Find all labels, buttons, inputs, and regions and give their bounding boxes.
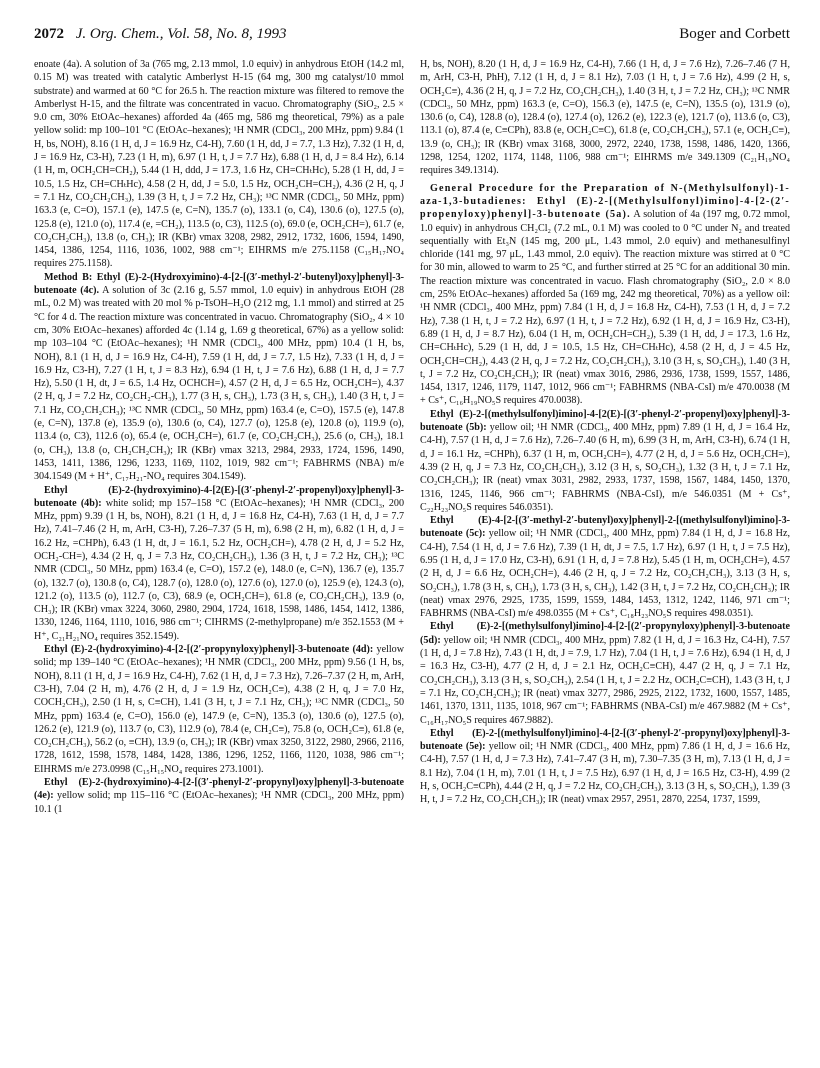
compound-title: Ethyl (E)-2-[(methylsulfonyl)imino]-4-[2-[(3′-phenyl-2′-propynyl)oxy]phenyl]-3-butenoate (5e): [420, 727, 790, 753]
paragraph [420, 620, 790, 726]
compound-title: Method B: Ethyl (E)-2-(Hydroxyimino)-4-[2-[(3′-methyl-2′-butenyl)oxy]phenyl]-3-butenoate (4c). [34, 271, 404, 297]
right-column [420, 58, 790, 816]
paragraph [34, 58, 404, 271]
running-head-left [34, 26, 286, 43]
paragraph [420, 58, 790, 178]
running-head [34, 26, 790, 46]
compound-title: Ethyl (E)-2-(hydroxyimino)-4-[2-[(2′-propynyloxy)phenyl]-3-butenoate (4d): [44, 644, 374, 656]
paragraph [420, 408, 790, 514]
paragraph-text: yellow oil; ¹H NMR (CDCl₃, 400 MHz, ppm) 7.84 (1 H, d, J = 16.8 Hz, C4-H), 7.54 (1 H, d, J = 7.6 Hz), 7.39 (1 H, dt, J = 7.5, 1.7 Hz), 6.97 (1 H, t, J = 7.5 Hz), 6.95 (1 H, d, J = 17.0 Hz, C3-H), 6.91 (1 H, d, J = 7.8 Hz), 5.45 (1 H, m, OCH₂CH=), 4.57 (2 H, d, J = 6.6 Hz, OCH₂CH=), 4.46 (2 H, q, J = 7.2 Hz, CO₂CH₂CH₃), 3.13 (3 H, s, SO₂CH₃), 1.78 (3 H, s, CH₃), 1.73 (3 H, s, CH₃), 1.42 (3 H, t, J = 7.2 Hz, CO₂CH₂CH₃); IR (neat) νmax 2976, 2925, 1735, 1599, 1559, 1484, 1453, 1312, 1242, 1146, 971 cm⁻¹; FABHRMS (NBA-CsI) m/e 498.0355 (M + Cs⁺, C₁₈H₂₃NO₅S requires 498.0351). [420, 528, 790, 620]
paragraph-text: enoate (4a). A solution of 3a (765 mg, 2.13 mmol, 1.0 equiv) in anhydrous EtOH (14.2 ml, 0.15 M) was treated with catalytic Amberlyst H-15 (64 mg, 300 mg catalyst/10 mmol substrate) and warmed at 60 °C for 26.5 h. The reaction mixture was filtered to remove the Amberlyst H-15, and the filtrate was concentrated in vacuo. Chromatography (SiO₂, 2.5 × 9.0 cm, 30% EtOAc–hexanes) afforded 4a (465 mg, 586 mg theoretical, 79%) as a pale yellow solid: mp 100–101 °C (EtOAc–hexanes); ¹H NMR (CDCl₃, 200 MHz, ppm) 9.84 (1 H, bs, NOH), 8.16 (1 H, d, J = 16.9 Hz, C4-H), 7.60 (1 H, dd, J = 7.7, 1.3 Hz), 7.32 (1 H, d, J = 16.9 Hz, C3-H), 7.23 (1 H, m), 6.97 (1 H, t, J = 7.7 Hz), 6.88 (1 H, d, J = 8.4 Hz), 6.14 (1 H, m, OCH₂CH=CH₂), 5.44 (1 H, ddd, J = 17.3, 1.6 Hz, CH=CHₜHc), 5.28 (1 H, dd, J = 10.5, 1.5 Hz, CH=CHₜHc), 4.58 (2 H, dd, J = 5.0, 1.5 Hz, OCH₂CH=CH₂), 4.36 (2 H, q, J = 7.1 Hz, CO₂CH₂CH₃), 1.39 (3 H, t, J = 7.2 Hz, CH₃); ¹³C NMR (CDCl₃, 50 MHz, ppm) 163.3 (e, C=O), 157.1 (e), 147.5 (e, C=N), 135.7 (o), 133.1 (o, C4), 130.6 (o), 127.5 (o), 125.8 (e), 121.0 (o), 117.4 (e, =CH₂), 113.5 (o, C3), 112.5 (o), 69.0 (e, OCH₂CH=), 61.7 (e, CO₂CH₂CH₃), 13.8 (o, CH₃); IR (KBr) νmax 3208, 2982, 2912, 1732, 1606, 1594, 1490, 1454, 1386, 1254, 1116, 1036, 1002, 988 cm⁻¹; EIHRMS m/e 275.1158 (C₁₅H₁₇NO₄ requires 275.1158). [34, 59, 404, 270]
paragraph [34, 776, 404, 816]
compound-title: Ethyl (E)-2-[(methylsulfonyl)imino]-4-[2(E)-[(3′-phenyl-2′-propenyl)oxy]phenyl]-3-butenoate (5b): [420, 408, 790, 434]
paragraph-text: yellow oil; ¹H NMR (CDCl₃, 400 MHz, ppm) 7.82 (1 H, d, J = 16.3 Hz, C4-H), 7.57 (1 H, d, J = 7.8 Hz), 7.43 (1 H, dt, J = 7.9, 1.7 Hz), 7.04 (1 H, t, J = 7.6 Hz), 6.94 (1 H, d, J = 16.3 Hz, C3-H), 4.77 (2 H, d, J = 2.1 Hz, OCH₂C≡CH), 4.47 (2 H, q, J = 7.1 Hz, CO₂CH₂CH₃), 3.13 (3 H, s, SO₂CH₃), 2.54 (1 H, t, J = 2.2 Hz, OCH₂C≡CH), 1.43 (3 H, t, J = 7.1 Hz, CO₂CH₂CH₃); IR (neat) νmax 3277, 2986, 2925, 2122, 1732, 1600, 1557, 1485, 1461, 1370, 1311, 1135, 1018, 967 cm⁻¹; FABHRMS (NBA-CsI) m/e 467.9882 (M + Cs⁺, C₁₆H₁₇NO₅S requires 467.9882). [420, 634, 790, 726]
page-number: 2072 [34, 26, 64, 42]
paragraph-text: yellow oil; ¹H NMR (CDCl₃, 400 MHz, ppm) 7.86 (1 H, d, J = 16.6 Hz, C4-H), 7.57 (1 H, d, J = 7.3 Hz), 7.41–7.47 (3 H, m), 7.30–7.35 (3 H, m), 7.13 (1 H, d, J = 8.1 Hz), 7.04 (1 H, m), 7.01 (1 H, t, J = 7.5 Hz), 6.97 (1 H, d, J = 16.5 Hz, C3-H), 4.99 (2 H, s, OCH₂C≡CPh), 4.44 (2 H, q, J = 7.2 Hz, CO₂CH₂CH₃), 3.13 (3 H, s, SO₂CH₃), 1.39 (3 H, t, J = 7.2 Hz, CO₂CH₂CH₃); IR (neat) νmax 2957, 2951, 2870, 2254, 1737, 1599, [420, 741, 790, 806]
compound-title: Ethyl (E)-4-[2-[(3′-methyl-2′-butenyl)oxy]phenyl]-2-[(methylsulfonyl)imino]-3-butenoate (5c): [420, 515, 790, 540]
compound-title: Ethyl (E)-2-(hydroxyimino)-4-[2(E)-[(3′-phenyl-2′-propenyl)oxy]phenyl]-3-butenoate (4b): [34, 484, 404, 509]
paragraph-text: yellow solid; mp 139–140 °C (EtOAc–hexanes); ¹H NMR (CDCl₃, 200 MHz, ppm) 9.56 (1 H, bs, NOH), 8.11 (1 H, d, J = 16.9 Hz, C4-H), 7.62 (1 H, d, J = 7.3 Hz), 7.26–7.37 (2 H, m, ArH, C3-H), 7.04 (2 H, m), 4.76 (2 H, d, J = 1.9 Hz, OCH₂C≡), 4.38 (2 H, q, J = 7.0 Hz, COCH₂CH₃), 2.50 (1 H, s, C≡CH), 1.41 (3 H, t, J = 7.1 Hz, CH₃); ¹³C NMR (CDCl₃, 50 MHz, ppm) 163.4 (e, C=O), 156.0 (e), 147.9 (e, C=N), 135.3 (o), 130.6 (o), 127.5 (o), 126.2 (e), 121.9 (o), 113.7 (o, C3), 112.9 (o), 78.4 (e, CH₂C≡), 75.8 (o, OCH₂C≡), 61.8 (e, CO₂CH₂CH₃), 56.2 (o, ≡CH), 13.9 (o, CH₃); IR (KBr) νmax 3250, 3122, 2980, 2966, 2116, 1728, 1612, 1598, 1578, 1484, 1428, 1386, 1296, 1252, 1166, 1120, 1038, 986 cm⁻¹; EIHRMS m/e 273.0998 (C₁₅H₁₅NO₄ requires 273.1001). [34, 644, 404, 775]
paragraph [420, 727, 790, 807]
journal-citation: J. Org. Chem., Vol. 58, No. 8, 1993 [75, 26, 287, 42]
paragraph [34, 271, 404, 484]
author-names: Boger and Corbett [679, 26, 790, 42]
paragraph [420, 514, 790, 620]
section-heading [420, 182, 790, 408]
compound-title: Ethyl (E)-2-[(methylsulfonyl)imino]-4-[2-[(2′-propynyloxy)phenyl]-3-butenoate (5d): [420, 621, 790, 646]
paragraph [34, 484, 404, 644]
paragraph-text: yellow oil; ¹H NMR (CDCl₃, 400 MHz, ppm) 7.89 (1 H, d, J = 16.4 Hz, C4-H), 7.57 (1 H, d, J = 7.6 Hz), 7.26–7.40 (6 H, m), 6.99 (3 H, m, ArH, C3-H), 6.74 (1 H, d, J = 16.1 Hz, =CHPh), 6.37 (1 H, m, OCH₂CH=), 4.77 (2 H, d, J = 5.6 Hz, OCH₂CH=), 4.39 (2 H, q, J = 7.3 Hz, CO₂CH₂CH₃), 3.12 (3 H, s, SO₂CH₃), 1.32 (3 H, t, J = 7.1 Hz, CO₂CH₂CH₃); IR (neat) νmax 3031, 2982, 2933, 1737, 1598, 1567, 1484, 1450, 1370, 1316, 1245, 1146, 966 cm⁻¹; FABHRMS (NBA-CsI), m/e 546.0351 (M + Cs⁺, C₂₂H₂₃NO₅S requires 546.0351). [420, 422, 790, 513]
paragraph-text: A solution of 3c (2.16 g, 5.57 mmol, 1.0 equiv) in anhydrous EtOH (28 mL, 0.2 M) was treated with 20 mol % p-TsOH–H₂O (212 mg, 1.1 mmol) and stirred at 25 °C for 4 d. The reaction mixture was concentrated in vacuo. Chromatography (SiO₂, 4 × 10 cm, 30% EtOAc–hexanes) afforded 4c (1.14 g, 1.69 g theoretical, 67%) as a yellow solid: mp 103–104 °C (EtOAc–hexanes); ¹H NMR (CDCl₃, 400 MHz, ppm) 10.4 (1 H, bs, NOH), 8.1 (1 H, d, J = 16.9 Hz, C4-H), 7.59 (1 H, dd, J = 7.7, 1.5 Hz), 7.33 (1 H, d, J = 16.9 Hz, C3-H), 7.27 (1 H, t, J = 8.3 Hz), 6.94 (1 H, t, J = 7.6 Hz), 6.88 (1 H, d, J = 7.7 Hz), 5.50 (1 H, dt, J = 6.5, 1.4 Hz, OCHCH=), 4.57 (2 H, d, J = 6.5 Hz, OCH₂CH=), 4.37 (2 H, q, J = 7.2 Hz, CO₂CH₂-CH₃), 1.77 (3 H, s, CH₃), 1.73 (3 H, s, CH₃), 1.40 (3 H, t, J = 7.1 Hz, CO₂CH₂CH₃); ¹³C NMR (CDCl₃, 50 MHz, ppm) 163.4 (e, C=O), 157.5 (e), 147.8 (e, C=N), 137.8 (e), 135.9 (o), 130.6 (o, C4), 127.7 (o), 125.8 (e), 120.8 (o), 119.9 (o), 113.4 (o, C3), 112.6 (o), 65.4 (e, OCH₂CH=), 61.7 (e, CO₂CH₂CH₃), 25.6 (o, CH₃), 18.1 (o, CH₃), 13.8 (o, CH₂CH₂CH₃); IR (KBr) νmax 3213, 2984, 2933, 1724, 1596, 1490, 1453, 1411, 1386, 1296, 1233, 1169, 1102, 1019, 982 cm⁻¹; FABHRMS (NBA) m/e 304.1549 (M + H⁺, C₁₇H₂₁-NO₄ requires 304.1549). [34, 285, 404, 483]
left-column [34, 58, 404, 816]
paragraph [34, 643, 404, 776]
section-heading-title: General Procedure for the Preparation of N-(Methylsulfonyl)-1-aza-1,3-butadienes: Ethyl (E)-2-[(Methylsulfonyl)imino]-4-[2-(2′-propenyloxy)phenyl]-3-butenoate (5a). [420, 182, 790, 221]
compound-title: Ethyl (E)-2-(hydroxyimino)-4-[2-[(3′-phenyl-2′-propynyl)oxy]phenyl]-3-butenoate (4e): [34, 777, 404, 802]
paragraph-text: H, bs, NOH), 8.20 (1 H, d, J = 16.9 Hz, C4-H), 7.66 (1 H, d, J = 7.6 Hz), 7.26–7.46 (7 H, m, ArH, C3-H, PhH), 7.12 (1 H, d, J = 8.1 Hz), 7.03 (1 H, t, J = 7.6 Hz), 4.99 (2 H, s, OCH₂C≡), 4.36 (2 H, q, J = 7.2 Hz, CO₂CH₂CH₃), 1.40 (3 H, t, J = 7.2 Hz, CH₃); ¹³C NMR (CDCl₃, 50 MHz, ppm) 163.3 (e, C=O), 156.3 (e), 147.5 (e, C=N), 135.5 (o), 131.9 (o), 130.6 (o, C4), 128.8 (o), 128.4 (o), 127.4 (o), 126.2 (e), 122.3 (e), 121.7 (o), 113.6 (o, C3), 113.1 (o), 87.4 (e, C≡CPh), 83.8 (e, OCH₂C≡C), 61.8 (e, CO₂CH₂CH₃), 57.1 (e, OCH₂C≡), 13.9 (o, CH₃); IR (KBr) νmax 3168, 3000, 2972, 2240, 1738, 1598, 1486, 1420, 1366, 1298, 1254, 1202, 1174, 1148, 1106, 988 cm⁻¹; EIHRMS m/e 349.1309 (C₂₁H₁₉NO₄ requires 349.1314). [420, 59, 790, 177]
two-column-body [34, 58, 790, 816]
paragraph-text: yellow solid; mp 115–116 °C (EtOAc–hexanes); ¹H NMR (CDCl₃, 200 MHz, ppm) 10.1 (1 [34, 790, 404, 815]
paragraph-text: white solid; mp 157–158 °C (EtOAc–hexanes); ¹H NMR (CDCl₃, 200 MHz, ppm) 9.39 (1 H, bs, NOH), 8.21 (1 H, d, J = 16.8 Hz, C4-H), 7.63 (1 H, d, J = 7.7 Hz), 7.41–7.46 (2 H, m, ArH, C3-H), 7.26–7.37 (5 H, m), 6.98 (2 H, m), 6.82 (1 H, d, J = 16.2 Hz, =CHPh), 6.43 (1 H, dt, J = 16.1, 5.2 Hz, OCH₂CH=), 4.78 (2 H, d, J = 5.2 Hz, OCH₂-CH=), 4.34 (2 H, q, J = 7.3 Hz, CO₂CH₂CH₃), 1.36 (3 H, t, J = 7.2 Hz, CH₃); ¹³C NMR (CDCl₃, 50 MHz, ppm) 163.4 (e, C=O), 157.2 (e), 148.0 (e, C=N), 136.7 (e), 135.7 (o), 132.7 (o), 130.8 (o, C4), 128.7 (o), 128.0 (o), 127.6 (o), 127.0 (o), 125.9 (e), 124.3 (o), 121.2 (o), 113.5 (o), 112.7 (o, C3), 68.9 (e, OCH₂CH=), 61.8 (e, CO₂CH₂CH₃), 13.9 (o, CH₃); IR (KBr) νmax 3224, 3060, 2980, 2904, 1724, 1618, 1598, 1486, 1454, 1412, 1386, 1330, 1246, 1164, 1110, 1016, 986 cm⁻¹; CIHRMS (2-methylpropane) m/e 352.1553 (M + H⁺, C₂₁H₂₁NO₄ requires 352.1549). [34, 497, 404, 642]
paragraph-text: A solution of 4a (197 mg, 0.72 mmol, 1.0 equiv) in anhydrous CH₂Cl₂ (7.2 mL, 0.1 M) was cooled to 0 °C under N₂ and treated sequentially with Et₃N (145 mg, 200 μL, 1.43 mmol, 2.0 equiv) and methanesulfinyl chloride (141 mg, 97 μL, 1.43 mmol, 2.0 equiv). The reaction mixture was stirred at 0 °C for 30 min, allowed to warm to 25 °C, and further stirred at 25 °C for an additional 30 min. The reaction mixture was concentrated in vacuo. Flash chromatography (SiO₂, 2.0 × 8.0 cm, 25% EtOAc–hexanes) afforded 5a (169 mg, 242 mg theoretical, 70%) as a yellow oil: ¹H NMR (CDCl₃, 400 MHz, ppm) 7.84 (1 H, d, J = 16.8 Hz, C4-H), 7.53 (1 H, d, J = 7.2 Hz), 7.38 (1 H, t, J = 7.2 Hz), 6.97 (1 H, t, J = 7.2 Hz), 6.92 (1 H, d, J = 16.9 Hz, C3-H), 6.89 (1 H, d, J = 8.7 Hz), 6.04 (1 H, m, OCH₂CH=CH₂), 5.39 (1 H, dd, J = 17.3, 1.6 Hz, CH=CHₜHc), 5.29 (1 H, dd, J = 10.5, 1.5 Hz, CH=CHₜHc), 4.58 (2 H, d, J = 4.5 Hz, OCH₂CH=CH₂), 4.43 (2 H, q, J = 7.2 Hz, CO₂CH₂CH₃), 3.10 (3 H, s, SO₂CH₃), 1.40 (3 H, t, J = 7.2 Hz, CO₂CH₂CH₃); IR (neat) νmax 3016, 2986, 2936, 1738, 1599, 1557, 1486, 1454, 1317, 1246, 1179, 1147, 1012, 966 cm⁻¹; FABHRMS (NBA-CsI) m/e 470.0038 (M + Cs⁺, C₁₆H₁₉NO₅S requires 470.0038). [420, 209, 790, 407]
